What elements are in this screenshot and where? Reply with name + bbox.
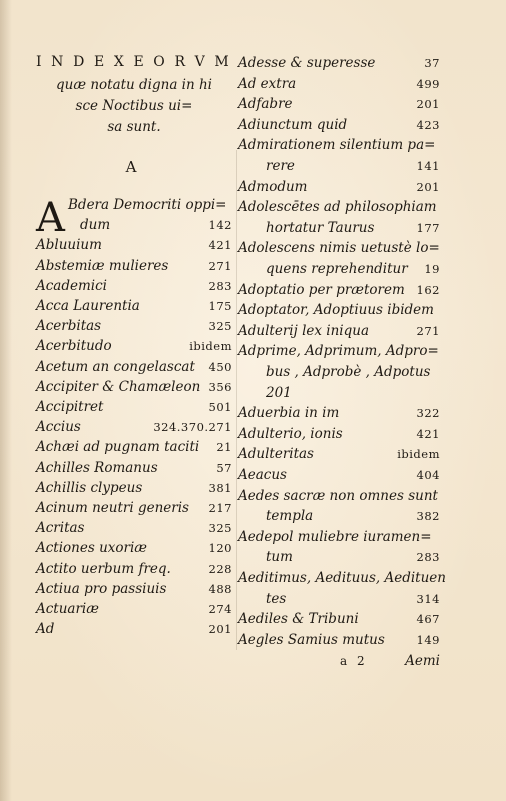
index-entry [36,438,232,456]
entry-term: Admodum [238,178,308,195]
entry-term: Ad extra [238,75,297,92]
index-entry [36,257,232,275]
index-entry [238,404,440,422]
index-entry [36,337,232,355]
index-entry [36,479,232,497]
index-entry [36,398,232,416]
entry-term: Aegles Samius mutus [238,631,385,648]
entry-page-ref: 271 [208,258,232,273]
entry-page-ref: 201 [416,97,440,112]
entry-page-ref: 322 [416,406,440,421]
entry-page-ref: 177 [416,220,440,235]
entry-page-ref: 356 [208,379,232,394]
entry-page-ref: ibidem [397,447,440,462]
entry-term: Acerbitas [36,318,102,335]
index-entry [238,466,440,484]
entry-term: Achillis clypeus [36,479,143,496]
drop-capital: A [36,195,65,241]
entry-term: Accipiter & Chamæleon [36,378,201,395]
entry-term: Accipitret [36,399,104,415]
entry-term: Aedepol muliebre iuramen= [238,528,432,545]
entry-term: tum [266,549,293,566]
index-entry [36,297,232,315]
catchword: Aemi [405,653,440,669]
entry-page-ref: 57 [216,460,232,475]
entry-term: Acritas [36,520,85,537]
entry-term: Aeacus [238,467,287,483]
entry-term: bus , Adprobè , Adpotus [266,364,431,380]
index-entry [36,560,232,578]
entry-page-ref: 142 [208,218,232,233]
entry-term: Acca Laurentia [36,298,140,314]
index-entry [238,95,440,113]
entry-term: Actuariæ [36,601,99,617]
index-entry [36,499,232,517]
index-entry [238,301,440,319]
index-entry [238,610,440,628]
index-entry [238,569,446,587]
entry-term: Adoptator, Adoptiuus ibidem [238,302,434,319]
index-title: I N D E X E O R V M [36,54,232,70]
index-entry [238,157,440,175]
index-entry [238,548,440,566]
index-entry [238,528,440,546]
entry-term: Adolescētes ad philosophiam [238,199,437,216]
entry-page-ref: 149 [416,632,440,647]
index-subtitle-line-3: sa sunt. [107,119,161,135]
entry-page-ref: 314 [416,591,440,606]
entry-page-ref: 381 [208,480,232,495]
signature-mark: a 2 [340,654,368,668]
entry-term: Adulterio, ionis [238,425,343,442]
entry-term: templa [266,508,314,525]
entry-term: Actiones uxoriæ [36,540,147,557]
entry-page-ref: 228 [208,561,232,576]
index-entry [36,519,232,537]
entry-page-ref: 19 [424,262,440,276]
entry-term: hortatur Taurus [266,219,375,236]
entry-term: Adoptatio per prætorem [238,281,405,298]
entry-page-ref: 162 [416,282,440,297]
page-footer [238,652,440,670]
entry-term: Aedes sacræ non omnes sunt [238,487,438,504]
entry-term: Adfabre [238,96,293,113]
section-letter: A [125,158,137,176]
entry-page-ref: 421 [208,238,232,253]
index-entry [36,236,232,254]
index-entry [36,418,232,436]
entry-term: Ad [36,621,55,638]
index-entry [36,358,232,376]
entry-term: Adolescens nimis uetustè lo= [238,240,440,257]
entry-term: Abstemiæ mulieres [36,257,169,274]
index-entry [238,631,440,649]
entry-page-ref: 325 [208,319,232,334]
entry-page-ref: 283 [416,550,440,565]
entry-page-ref: 175 [208,299,232,313]
index-entry [238,445,440,463]
index-entry [238,198,440,216]
entry-term: 201 [266,384,292,401]
index-entry [36,580,232,598]
entry-term: Actito uerbum freq. [36,560,171,577]
index-entry [36,600,232,618]
index-entry [238,322,440,340]
entry-page-ref: 201 [208,622,232,637]
index-entry [238,487,440,505]
entry-page-ref: 283 [208,278,232,293]
entry-term: Achilles Romanus [36,459,158,476]
index-subtitle-line-2: sce Noctibus ui= [75,98,193,114]
index-entry [36,459,232,477]
entry-term: Admirationem silentium pa= [238,137,436,154]
index-subtitle-line-1: quæ notatu digna in hi [56,77,212,93]
entry-page-ref: 274 [208,602,232,616]
entry-term: Adiunctum quid [238,116,348,133]
entry-term: Accius [36,419,81,436]
entry-page-ref: 499 [416,76,440,91]
entry-term: Adesse & superesse [238,55,376,71]
index-entry [238,260,440,278]
entry-term: Aediles & Tribuni [238,611,359,628]
index-entry [36,378,232,396]
entry-page-ref: 450 [208,359,232,374]
index-entry [238,239,440,257]
entry-term: Actiua pro passiuis [36,580,167,597]
entry-page-ref: 325 [208,521,232,536]
entry-term: Academici [36,277,107,294]
entry-page-ref: 201 [416,179,440,194]
entry-page-ref: ibidem [189,339,232,354]
entry-page-ref: 141 [416,159,440,173]
entry-term: Acerbitudo [36,338,112,355]
index-entry [36,277,232,295]
entry-term: Aduerbia in im [238,405,340,422]
index-entry [238,136,440,154]
index-entry [36,196,232,214]
entry-term: Adulterij lex iniqua [238,322,369,339]
entry-term: Achæi ad pugnam taciti [36,439,200,456]
entry-page-ref: 120 [208,541,232,556]
index-entry [238,219,440,237]
entry-term: Abluuium [36,237,102,254]
entry-term: quens reprehenditur [266,261,408,277]
entry-term: Adulteritas [238,446,314,463]
entry-term: Acetum an congelascat [36,358,195,375]
entry-term: Aeditimus, Aedituus, Aedituen [238,570,446,586]
entry-page-ref: 488 [208,581,232,596]
entry-page-ref: 382 [416,509,440,524]
index-entry [238,590,440,608]
entry-term: Adprime, Adprimum, Adpro= [238,343,439,360]
entry-page-ref: 271 [416,323,440,338]
index-entry [238,363,440,381]
index-entry [36,317,232,335]
entry-page-ref: 467 [416,612,440,627]
entry-term: Acinum neutri generis [36,500,189,516]
entry-term: dum [80,217,111,234]
entry-page-ref: 21 [216,440,232,455]
entry-page-ref: 217 [208,501,232,515]
index-entry [36,620,232,638]
entry-term: rere [266,158,295,174]
index-entry [36,216,232,234]
index-entry [238,425,440,443]
index-entry [238,281,440,299]
index-entry [238,178,440,196]
index-entry [238,54,440,72]
entry-page-ref: 404 [416,468,440,482]
page-gutter-shadow [0,0,12,801]
entry-page-ref: 501 [208,400,232,414]
index-entry [36,539,232,557]
entry-page-ref: 423 [416,117,440,132]
entry-term: Bdera Democriti oppi= [68,197,227,213]
entry-term: tes [266,590,287,607]
index-entry [238,116,440,134]
column-divider [236,150,237,650]
index-entry [238,75,440,93]
index-entry [238,342,440,360]
index-entry [238,384,440,402]
entry-page-ref: 324.370.271 [153,420,232,435]
entry-page-ref: 421 [416,426,440,441]
index-entry [238,507,440,525]
entry-page-ref: 37 [424,56,440,70]
